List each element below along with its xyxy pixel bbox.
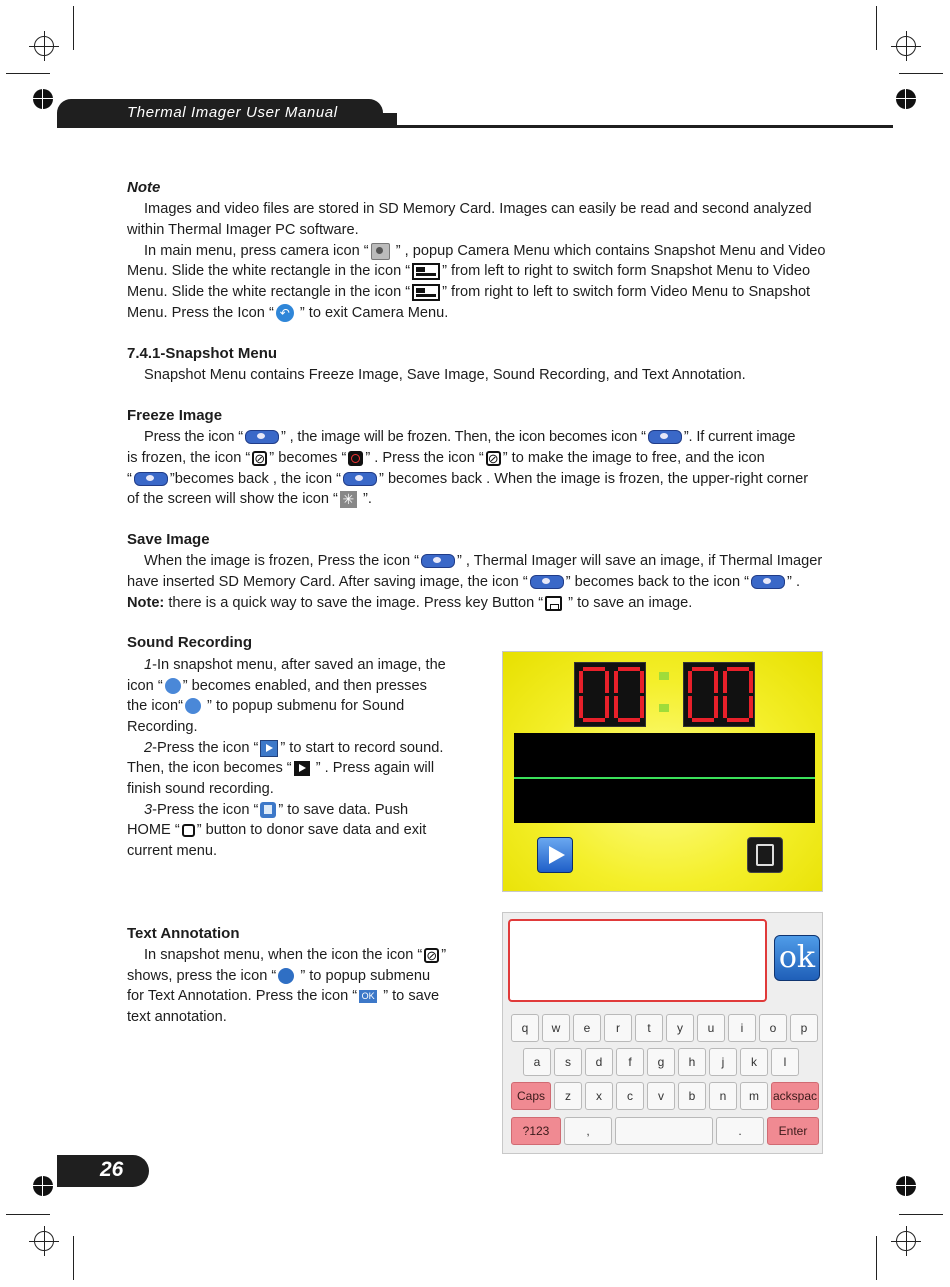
freeze-eye-icon [421,554,455,568]
key[interactable]: x [585,1082,613,1110]
paragraph-line: Menu. Slide the white rectangle in the icon “ ” from right to left to switch form Video Menu to Snapshot [127,284,811,300]
microphone-icon [165,678,181,694]
paragraph-line: Menu. Slide the white rectangle in the icon “ ” from left to right to switch form Snapshot Menu to Video [127,263,811,279]
ok-button[interactable]: ok [774,935,820,981]
key[interactable]: p [790,1014,818,1042]
save-data-icon [260,802,276,818]
camera-icon [371,243,390,260]
header-rule [57,125,893,128]
paragraph-line: finish sound recording. [127,781,274,797]
key[interactable]: z [554,1082,582,1110]
section-heading: 7.4.1-Snapshot Menu [127,345,278,362]
registration-mark-icon [34,1231,54,1251]
paragraph-line: HOME “ ” button to donor save data and exit [127,822,427,838]
annotation-bubble-icon [278,968,294,984]
freeze-eye-icon [343,472,377,486]
colon-bottom [659,704,669,712]
frozen-icon [486,451,501,466]
paragraph-line: shows, press the icon “ ” to popup submenu [127,968,431,984]
section-heading: Freeze Image [127,407,223,424]
play-icon [260,740,278,757]
paragraph-line: current menu. [127,843,218,859]
crop-mark [899,73,943,74]
record-save-button[interactable] [747,837,783,873]
registration-dot-icon [896,1176,916,1196]
freeze-eye-icon [751,575,785,589]
paragraph-line: of the screen will show the icon “ ✳ ”. [127,490,372,507]
key[interactable]: v [647,1082,675,1110]
paragraph-line: Press the icon “ ” , the image will be frozen. Then, the icon becomes icon “ ”. If current image [144,429,796,445]
frozen-icon [424,948,439,963]
key[interactable]: y [666,1014,694,1042]
key[interactable]: m [740,1082,768,1110]
snapshot-video-switch-icon [412,284,440,301]
backspace-key[interactable]: ackspac [771,1082,819,1110]
crop-mark [6,73,50,74]
registration-dot-icon [33,1176,53,1196]
home-button-icon [182,824,195,837]
key[interactable]: d [585,1048,613,1076]
key[interactable]: o [759,1014,787,1042]
crop-mark [876,6,877,50]
paragraph-line: Then, the icon becomes “ ” . Press again will [127,760,435,776]
key[interactable]: w [542,1014,570,1042]
paragraph-line: 3-Press the icon “ ” to save data. Push [144,802,409,818]
key[interactable]: f [616,1048,644,1076]
comma-key[interactable]: , [564,1117,612,1145]
recording-icon [294,761,310,776]
crop-mark [73,6,74,50]
freeze-eye-icon [530,575,564,589]
annotation-text-field[interactable] [508,919,767,1002]
paragraph-line: In snapshot menu, when the icon the icon “⊘ ” [144,945,446,966]
key[interactable]: g [647,1048,675,1076]
waveform-display [514,733,815,823]
registration-mark-icon [896,1231,916,1251]
colon-top [659,672,669,680]
paragraph-line: text annotation. [127,1009,227,1025]
paragraph-line: Menu. Press the Icon “ ↶ ” to exit Camera Menu. [127,305,449,321]
registration-dot-icon [896,89,916,109]
key[interactable]: a [523,1048,551,1076]
period-key[interactable]: . [716,1117,764,1145]
paragraph-line: “ ”becomes back , the icon “ ” becomes back . When the image is frozen, the upper-right corner [127,471,809,487]
section-heading: Sound Recording [127,634,252,651]
running-header: Thermal Imager User Manual [127,104,338,121]
registration-dot-icon [33,89,53,109]
key[interactable]: t [635,1014,663,1042]
key[interactable]: c [616,1082,644,1110]
paragraph-line: is frozen, the icon “⊘ ” becomes “ ” . Press the icon “⊘ ” to make the image to free, and the icon [127,448,765,469]
section-heading: Text Annotation [127,925,240,942]
waveform-line [514,777,815,779]
section-heading: Save Image [127,531,210,548]
registration-mark-icon [896,36,916,56]
paragraph-line: Recording. [127,719,198,735]
enter-key[interactable]: Enter [767,1117,819,1145]
key[interactable]: s [554,1048,582,1076]
back-arrow-icon: ↶ [276,304,294,322]
key[interactable]: l [771,1048,799,1076]
record-play-button[interactable] [537,837,573,873]
key[interactable]: e [573,1014,601,1042]
paragraph-line: In main menu, press camera icon “ ” , popup Camera Menu which contains Snapshot Menu and Video [144,243,826,259]
paragraph-line: 1-In snapshot menu, after saved an image, the [144,657,446,673]
space-key[interactable] [615,1117,713,1145]
seconds-display [683,662,755,727]
ok-icon: OK [359,990,377,1003]
note-heading: Note [127,179,161,196]
paragraph-line: 2-Press the icon “ ” to start to record sound. [144,740,444,756]
key[interactable]: r [604,1014,632,1042]
key[interactable]: h [678,1048,706,1076]
paragraph-line: Snapshot Menu contains Freeze Image, Save Image, Sound Recording, and Text Annotation. [144,367,746,383]
paragraph-line: Note: there is a quick way to save the image. Press key Button “ ” to save an image. [127,595,693,611]
key[interactable]: k [740,1048,768,1076]
freeze-eye-icon [134,472,168,486]
key[interactable]: q [511,1014,539,1042]
registration-mark-icon [34,36,54,56]
freeze-eye-icon [648,430,682,444]
snapshot-video-switch-icon [412,263,440,280]
paragraph-line: When the image is frozen, Press the icon “ ” , Thermal Imager will save an image, if Thermal Imager [144,553,823,569]
paragraph-line: within Thermal Imager PC software. [127,222,359,238]
caps-key[interactable]: Caps [511,1082,551,1110]
key[interactable]: n [709,1082,737,1110]
key[interactable]: u [697,1014,725,1042]
page-number: 26 [100,1158,124,1181]
minutes-display [574,662,646,727]
crop-mark [876,1236,877,1280]
text-annotation-screen [502,912,823,1154]
paragraph-line: icon “ ” becomes enabled, and then presses [127,678,427,694]
crop-mark [899,1214,943,1215]
frozen-icon [252,451,267,466]
paragraph-line: Images and video files are stored in SD Memory Card. Images can easily be read and second analyzed [144,201,812,217]
sound-recording-screen [502,651,823,892]
key[interactable]: j [709,1048,737,1076]
symbols-key[interactable]: ?123 [511,1117,561,1145]
unfreeze-red-icon [348,451,363,466]
crop-mark [6,1214,50,1215]
freeze-eye-icon [245,430,279,444]
paragraph-line: the icon“ ” to popup submenu for Sound [127,698,405,714]
key[interactable]: i [728,1014,756,1042]
snowflake-icon: ✳ [340,491,357,508]
crop-mark [73,1236,74,1280]
paragraph-line: for Text Annotation. Press the icon “ OK ” to save [127,988,440,1004]
microphone-icon [185,698,201,714]
key[interactable]: b [678,1082,706,1110]
save-key-icon [545,596,562,611]
paragraph-line: have inserted SD Memory Card. After saving image, the icon “ ” becomes back to the icon “ ” . [127,574,801,590]
